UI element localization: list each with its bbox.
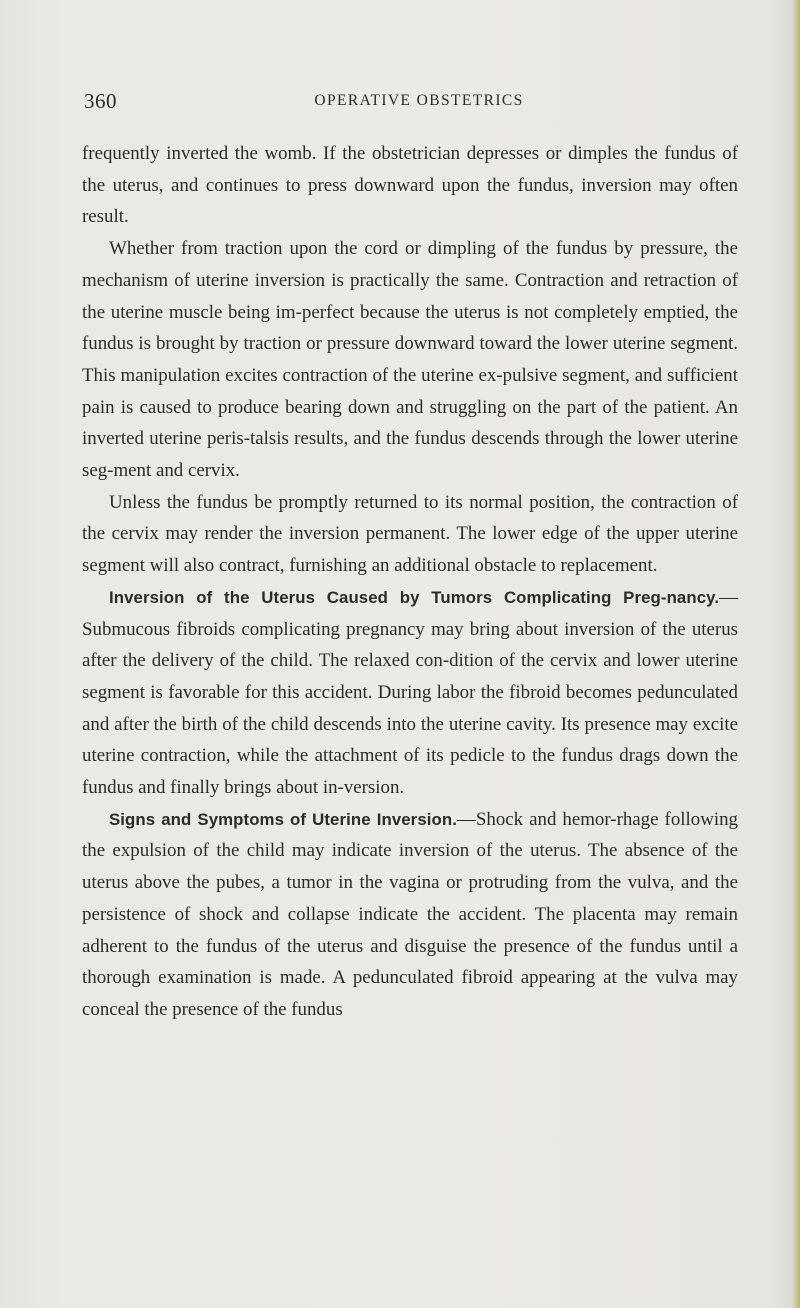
paragraph-text: —Submucous fibroids complicating pregnancy may bring about inversion of the uterus after the delivery of the child. The relaxed con-dition of the cervix and lower uterine segment is favorable for this accident. During labor the fibroid becomes pedunculated and after the birth of the child descends into the uterine cavity. Its presence may excite uterine contraction, while the attachment of its pedicle to the fundus drags down the fundus and finally brings about in-version.: [82, 586, 738, 799]
paragraph-text: frequently inverted the womb. If the obstetrician depresses or dimples the fundus of the uterus, and continues to press downward upon the fundus, inversion may often result.: [82, 143, 738, 228]
paragraph-replacement: [82, 487, 738, 582]
section-heading-tumors: Inversion of the Uterus Caused by Tumors Complicating Preg-nancy.: [109, 587, 720, 607]
page-edge-shadow: [792, 0, 800, 1308]
paragraph-signs: [82, 804, 738, 1026]
paragraph-tumors: [82, 582, 738, 804]
running-head: [84, 89, 734, 119]
running-title: OPERATIVE OBSTETRICS: [314, 92, 524, 109]
paragraph-text: Whether from traction upon the cord or dimpling of the fundus by pressure, the mechanism of uterine inversion is practically the same. Contraction and retraction of the uterine muscle being im-perfect because the uterus is not completely emptied, the fundus is brought by traction or pressure downward toward the lower uterine segment. This manipulation excites contraction of the uterine ex-pulsive segment, and sufficient pain is caused to produce bearing down and struggling on the part of the patient. An inverted uterine peris-talsis results, and the fundus descends through the lower uterine seg-ment and cervix.: [82, 238, 738, 482]
paragraph-text: —Shock and hemor-rhage following the expulsion of the child may indicate inversion of the uterus. The absence of the uterus above the pubes, a tumor in the vagina or protruding from the vulva, and the persistence of shock and collapse indicate the accident. The placenta may remain adherent to the fundus of the uterus and disguise the presence of the fundus until a thorough examination is made. A pedunculated fibroid appearing at the vulva may conceal the presence of the fundus: [82, 808, 738, 1020]
paragraph-continuation: [82, 138, 738, 233]
page-number: 360: [84, 89, 117, 113]
paragraph-text: Unless the fundus be promptly returned to its normal position, the contraction of the cervix may render the inversion permanent. The lower edge of the upper uterine segment will also contract, furnishing an additional obstacle to replacement.: [82, 491, 738, 577]
section-heading-signs: Signs and Symptoms of Uterine Inversion.: [109, 809, 457, 829]
body-text: [82, 138, 738, 1026]
paragraph-mechanism: [82, 233, 738, 487]
